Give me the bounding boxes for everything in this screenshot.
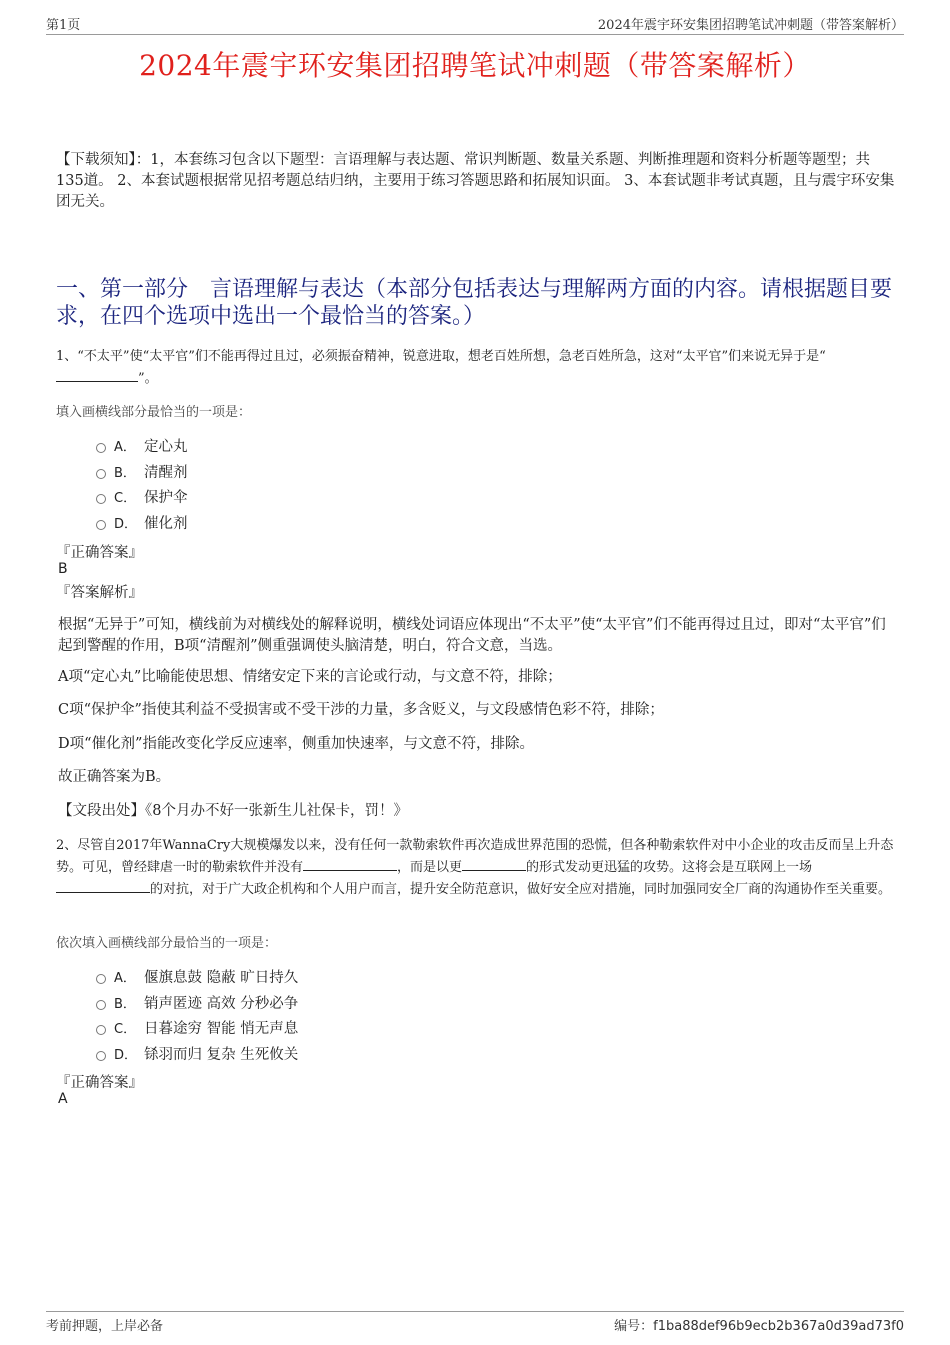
option-b[interactable]: B． 清醒剂 [96, 459, 188, 485]
option-d[interactable]: D． 铩羽而归 复杂 生死攸关 [96, 1041, 298, 1067]
header-doc-title: 2024年震宇环安集团招聘笔试冲刺题（带答案解析） [597, 18, 904, 33]
option-c[interactable]: C． 保护伞 [96, 484, 188, 510]
question-2-options [96, 964, 298, 1066]
radio-icon[interactable] [96, 1025, 106, 1035]
radio-icon[interactable] [96, 469, 106, 479]
analysis-paragraph: A项“定心丸”比喻能使思想、情绪安定下来的言论或行动，与文意不符，排除； [58, 669, 562, 685]
footer-doc-id: 编号：f1ba88def96b9ecb2b367a0d39ad73f0 [614, 1319, 904, 1334]
download-notice: 【下载须知】：1，本套练习包含以下题型：言语理解与表达题、常识判断题、数量关系题、判断推理题和资料分析题等题型；共135道。 2、本套试题根据常见招考题总结归纳，主要用于练习答题思路和拓展知识面。 3、本套试题非考试真题，且与震宇环安集团无关。 [56, 152, 895, 210]
page-number: 第1页 [46, 18, 81, 33]
question-2-text: 2、尽管自2017年WannaCry大规模爆发以来，没有任何一款勒索软件再次造成世界范围的恐慌，但各种勒索软件对中小企业的攻击反而呈上升态势。可见，曾经肆虐一时的勒索软件并没有 ，而是以更 的形式发动更迅猛的攻势。这将会是互联网上一场 的对抗，对于广大政企机构和个人用户而言，提升安全防范意识，做好安全应对措施，同时加强同安全厂商的沟通协作至关重要。 [56, 838, 894, 897]
radio-icon[interactable] [96, 520, 106, 530]
page-title: 2024年震宇环安集团招聘笔试冲刺题（带答案解析） [139, 49, 811, 82]
footer-slogan: 考前押题，上岸必备 [46, 1319, 164, 1334]
question-2-instruction: 依次填入画横线部分最恰当的一项是： [56, 936, 278, 951]
option-d[interactable]: D． 催化剂 [96, 510, 188, 536]
answer-value: A [58, 1091, 68, 1107]
question-1-text: 1、“不太平”使“太平官”们不能再得过且过，必须振奋精神，锐意进取，想老百姓所想，急老百姓所急，这对“太平官”们来说无异于是“ ”。 [56, 349, 826, 386]
answer-label: 『正确答案』 [56, 1075, 143, 1091]
answer-value: B [58, 561, 68, 577]
option-c[interactable]: C． 日暮途穷 智能 悄无声息 [96, 1015, 298, 1041]
answer-blank [56, 878, 150, 893]
answer-label: 『正确答案』 [56, 545, 143, 561]
page-footer [46, 1311, 904, 1334]
option-a[interactable]: A． 偃旗息鼓 隐蔽 旷日持久 [96, 964, 298, 990]
radio-icon[interactable] [96, 974, 106, 984]
answer-blank [56, 367, 138, 382]
radio-icon[interactable] [96, 443, 106, 453]
option-a[interactable]: A． 定心丸 [96, 433, 188, 459]
analysis-paragraph: 故正确答案为B。 [58, 769, 171, 785]
option-b[interactable]: B． 销声匿迹 高效 分秒必争 [96, 990, 298, 1016]
answer-blank [303, 856, 397, 871]
section-heading: 一、第一部分 言语理解与表达（本部分包括表达与理解两方面的内容。请根据题目要求，在四个选项中选出一个最恰当的答案。） [56, 277, 893, 329]
page-header [46, 12, 904, 35]
source-citation: 【文段出处】《8个月办不好一张新生儿社保卡，罚！》 [58, 803, 408, 819]
radio-icon[interactable] [96, 1000, 106, 1010]
analysis-paragraph: D项“催化剂”指能改变化学反应速率，侧重加快速率，与文意不符，排除。 [58, 736, 534, 752]
question-1-instruction: 填入画横线部分最恰当的一项是： [56, 405, 252, 420]
analysis-label: 『答案解析』 [56, 585, 143, 601]
answer-blank [462, 856, 526, 871]
analysis-paragraph: C项“保护伞”指使其利益不受损害或不受干涉的力量，多含贬义，与文段感情色彩不符，排除； [58, 702, 664, 718]
analysis-paragraph: 根据“无异于”可知，横线前为对横线处的解释说明，横线处词语应体现出“不太平”使“太平官”们不能再得过且过，即对“太平官”们起到警醒的作用，B项“清醒剂”侧重强调使头脑清楚，明白，符合文意，当选。 [58, 617, 886, 654]
question-1-options [96, 433, 188, 535]
radio-icon[interactable] [96, 1051, 106, 1061]
radio-icon[interactable] [96, 494, 106, 504]
